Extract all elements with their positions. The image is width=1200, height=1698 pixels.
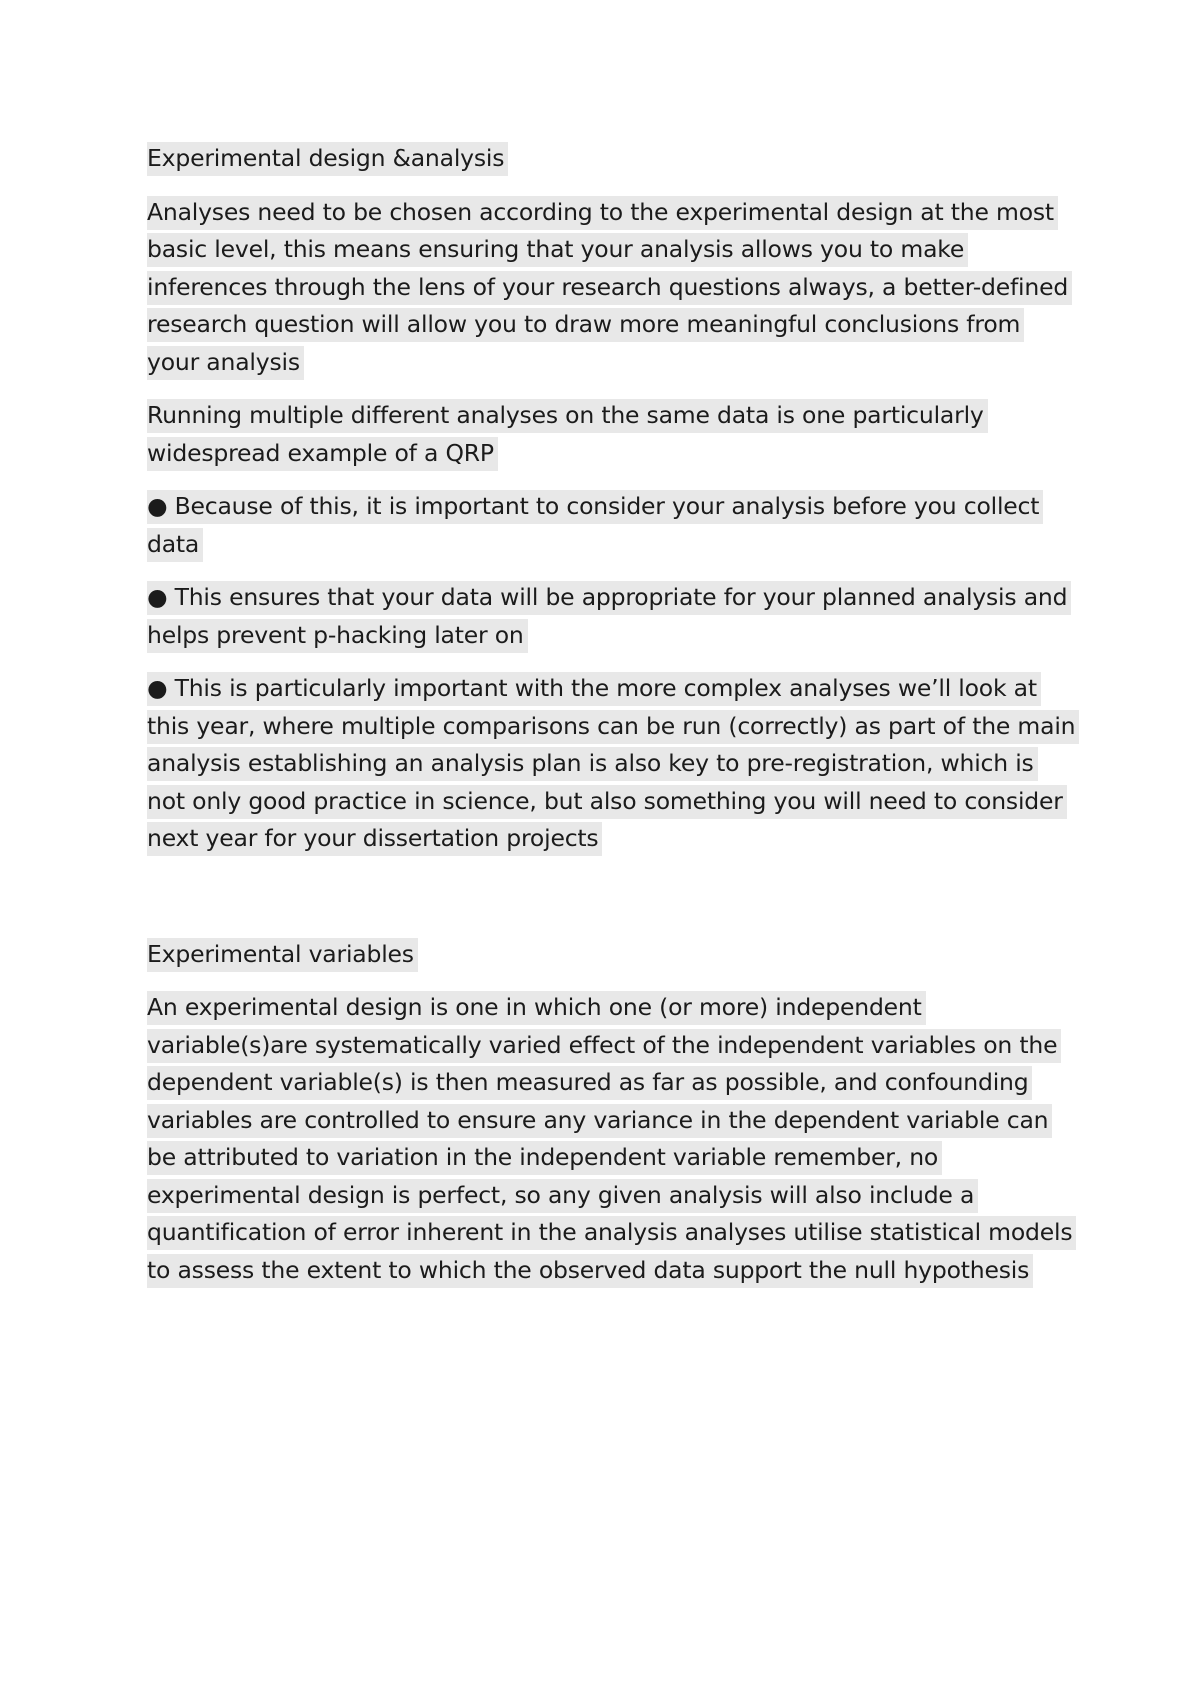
bullet-consider-analysis: ● Because of this, it is important to consider your analysis before you collect data bbox=[147, 488, 1077, 563]
paragraph-experimental-design-definition: An experimental design is one in which one (or more) independent variable(s)are systematically varied effect of the independent variables on the dependent variable(s) is then measured as far as possible, and confounding variables are controlled to ensure any variance in the dependent variable can be attributed to variation in the independent variable remember, no experimental design is perfect, so any given analysis will also include a quantification of error inherent in the analysis analyses utilise statistical models to assess the extent to which the observed data support the null hypothesis bbox=[147, 989, 1077, 1289]
bullet-complex-analyses: ● This is particularly important with the more complex analyses we’ll look at this year, where multiple comparisons can be run (correctly) as part of the main analysis establishing an analysis plan is also key to pre-registration, which is not only good practice in science, but also something you will need to consider next year for your dissertation projects bbox=[147, 670, 1077, 858]
document-body bbox=[147, 140, 1077, 1305]
paragraph-analyses-chosen: Analyses need to be chosen according to the experimental design at the most basic level, this means ensuring that your analysis allows you to make inferences through the lens of your research questions always, a better-defined research question will allow you to draw more meaningful conclusions from your analysis bbox=[147, 194, 1077, 382]
bullet-data-appropriate: ● This ensures that your data will be appropriate for your planned analysis and helps prevent p-hacking later on bbox=[147, 579, 1077, 654]
section-spacer bbox=[147, 874, 1077, 936]
paragraph-running-multiple-analyses: Running multiple different analyses on the same data is one particularly widespread example of a QRP bbox=[147, 397, 1077, 472]
section-heading-experimental-variables: Experimental variables bbox=[147, 936, 1077, 974]
section-heading-experimental-design: Experimental design &analysis bbox=[147, 140, 1077, 178]
